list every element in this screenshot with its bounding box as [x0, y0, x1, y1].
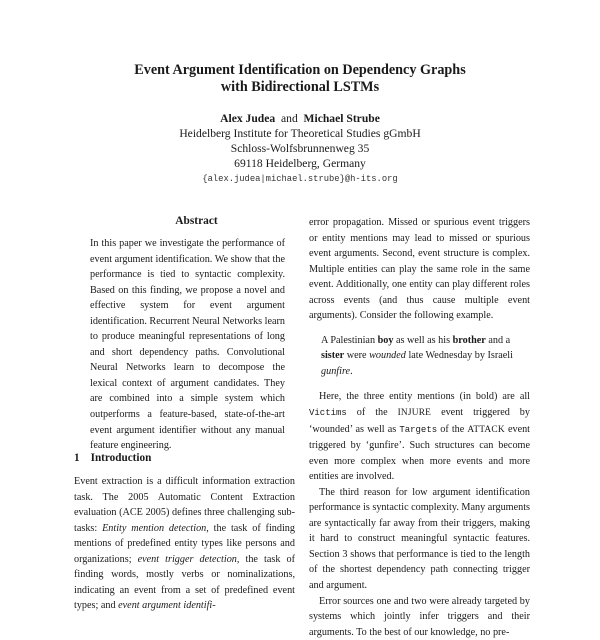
abstract-heading: Abstract — [175, 215, 218, 227]
example-sentence: A Palestinian boy as well as his brother and a sister were wounded late Wednesday by Israeli gunfire. — [321, 334, 513, 377]
paragraph-error-sources: Error sources one and two were already targeted by systems which jointly infer triggers and their arguments. To the best of our knowledge, no pre- — [309, 595, 530, 638]
author-emails: {alex.judea|michael.strube}@h-its.org — [202, 174, 398, 184]
right-column — [309, 215, 530, 640]
author-and: and — [281, 112, 298, 125]
author-judea: Alex Judea — [220, 112, 276, 125]
intro-paragraph: Event extraction is a difficult information extraction task. The 2005 Automatic Content Extraction evaluation (ACE 2005) defines three challenging sub-tasks: Entity mention detection, the task of finding mentions of predefined entity types like persons and organizations; event trigger detection, the task of finding words, mostly verbs or nominalizations, indicating an event from a set of predefined event types; and event argument identifi- — [74, 476, 295, 612]
section-number: 1 — [74, 452, 80, 464]
section-heading-introduction — [74, 452, 151, 464]
author-line — [0, 111, 600, 126]
institute: Heidelberg Institute for Theoretical Studies gGmbH — [179, 127, 421, 140]
paragraph-error-propagation: error propagation. Missed or spurious event triggers or entity mentions may lead to missed or spurious event arguments. Second, event structure is complex. Multiple entities can play the same role in the same event. Additionally, one entity can play different roles across events (and thus cause multiple event arguments). Consider the following example. — [309, 217, 530, 322]
section-title: Introduction — [90, 452, 152, 464]
address-street: Schloss-Wolfsbrunnenweg 35 — [230, 142, 370, 155]
author-strube: Michael Strube — [303, 112, 380, 125]
paper-title-line2: with Bidirectional LSTMs — [220, 79, 380, 95]
address-city: 69118 Heidelberg, Germany — [234, 157, 366, 170]
abstract-body — [90, 236, 285, 454]
paragraph-example-explanation: Here, the three entity mentions (in bold) are all Victims of the INJURE event triggered by ‘wounded’ as well as Targets of the ATTACK event triggered by ‘gunfire’. Such structures can become even more complex when more events and more entities are involved. — [309, 391, 531, 483]
paper-title-line1: Event Argument Identification on Dependency Graphs — [134, 62, 466, 78]
abstract-text: In this paper we investigate the performance of event argument identification. We show that the performance is tied to syntactic complexity. Based on this finding, we propose a novel and effective system for event argument identification. Recurrent Neural Networks learn to produce meaningful representations of long and short dependency paths. Convolutional Neural Networks learn to decompose the lexical context of argument candidates. They are combined into a simple system which outperforms a feature-based, state-of-the-art event argument identifier without any manual feature engineering. — [90, 238, 285, 452]
introduction-body — [74, 474, 295, 614]
paragraph-syntactic-complexity: The third reason for low argument identification performance is syntactic complexity. Many arguments are syntactically far away from their triggers, making it hard to construct meaningful syntactic features. Section 3 shows that performance is tied to the length of the shortest dependency path connecting trigger and argument. — [309, 486, 530, 592]
